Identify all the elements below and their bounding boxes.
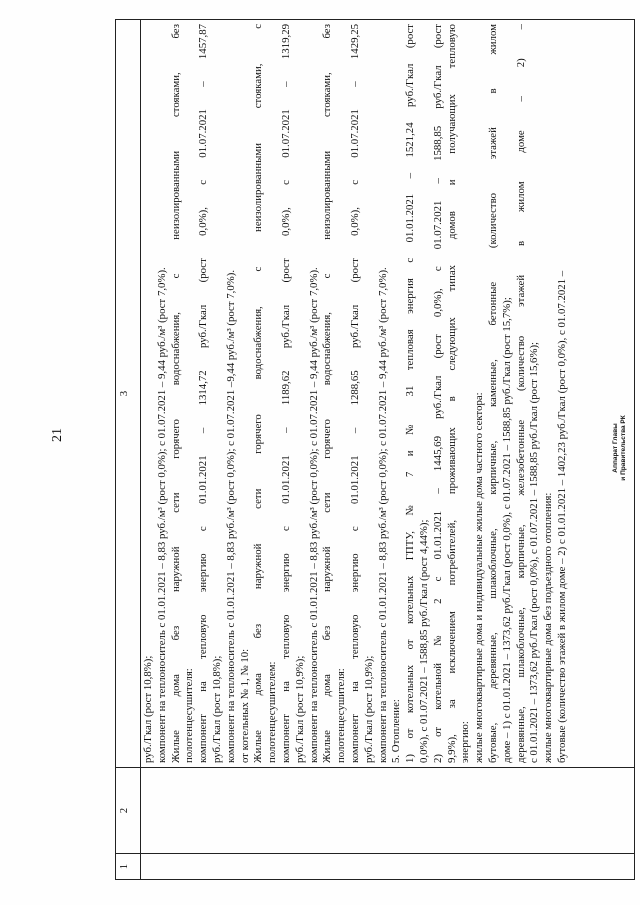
text-line: полотенцесушителя: — [183, 668, 196, 763]
text-line: энергию: — [459, 721, 472, 763]
text-line: компонент на теплоноситель с 01.01.2021 – 8,83 руб./м³ (рост 0,0%); с 01.07.2021 –9,44 руб./м³ (рост 7,0%). — [224, 269, 237, 763]
text-line: компонент на тепловую энергию с 01.01.2021 – 1189,62 руб./Гкал (рост 0,0%), с 01.07.2021 – 1319,29 — [279, 24, 292, 763]
text-line: руб./Гкал (рост 10,9%); — [362, 655, 375, 763]
text-line: руб./Гкал (рост 10,9%); — [293, 655, 306, 763]
text-line: 9,9%), за исключением потребителей, проживающих в следующих типах домов и получающих тепловую — [445, 24, 458, 763]
stamp-line: и Правительства РК — [620, 415, 627, 481]
text-line: полотенцесушителем: — [266, 661, 279, 763]
text-line: компонент на тепловую энергию с 01.01.2021 – 1288,65 руб./Гкал (рост 0,0%), с 01.07.2021 – 1429,25 — [348, 24, 361, 763]
text-line: полотенцесушителя: — [335, 668, 348, 763]
tariff-table — [115, 19, 635, 880]
text-line: компонент на теплоноситель с 01.01.2021 – 8,83 руб./м³ (рост 0,0%); с 01.07.2021 – 9,44 руб./м³ (рост 7,0%). — [155, 267, 168, 763]
header-col-1: 1 — [116, 854, 141, 880]
stamp-line: Аппарат Главы — [612, 423, 619, 473]
text-line: руб./Гкал (рост 10,8%); — [210, 655, 223, 763]
text-line: жилые многоквартирные дома без подъездного отопления: — [542, 492, 555, 763]
table-row — [141, 20, 635, 880]
text-line: бутовые, деревянные, шлакоблочные, кирпичные, каменные, бетонные (количество этажей в жилом — [486, 24, 499, 763]
text-line: Жилые дома без наружной сети горячего водоснабжения, с неизолированными стояками, без — [169, 24, 182, 763]
text-line: Жилые дома без наружной сети горячего водоснабжения, с неизолированными стояками, с — [252, 24, 265, 763]
cell-col-3 — [141, 20, 635, 768]
text-line: компонент на теплоноситель с 01.01.2021 – 8,83 руб./м³ (рост 0,0%); с 01.07.2021 – 9,44 руб./м³ (рост 7,0%). — [307, 267, 320, 763]
text-line: компонент на теплоноситель с 01.01.2021 – 8,83 руб./м³ (рост 0,0%); с 01.07.2021 – 9,44 руб./м³ (рост 7,0%). — [376, 267, 389, 763]
cell-col-1 — [141, 854, 635, 880]
header-col-2: 2 — [116, 768, 141, 854]
text-line: деревянные, шлакоблочные, кирпичные, железобетонные (количество этажей в жилом доме – 2) – — [514, 24, 527, 763]
cell-col-2 — [141, 768, 635, 854]
text-line: с 01.01.2021 – 1373,62 руб./Гкал (рост 0,0%), с 01.07.2021 – 1588,85 руб./Гкал (рост 15,6%); — [528, 341, 541, 763]
rotated-table — [115, 20, 635, 880]
official-stamp — [612, 393, 628, 503]
text-line: 1) от котельных от котельных ГПТУ, № 7 и № 31 тепловая энергия с 01.01.2021 – 1521,24 руб./Гкал (рост — [404, 24, 417, 763]
table-wrapper — [115, 20, 635, 880]
page-number: 21 — [50, 428, 65, 442]
header-col-3: 3 — [116, 20, 141, 768]
text-line: Жилые дома без наружной сети горячего водоснабжения, с неизолированными стояками, без — [321, 24, 334, 763]
text-line: компонент на тепловую энергию с 01.01.2021 – 1314,72 руб./Гкал (рост 0,0%), с 01.07.2021 – 1457,87 — [197, 24, 210, 763]
text-line: доме – 1) с 01.01.2021 – 1373,62 руб./Гкал (рост 0,0%), с 01.07.2021 – 1588,85 руб./Гкал (рост 15,7%); — [500, 297, 513, 763]
table-header-row — [116, 20, 141, 880]
text-line: жилые многоквартирные дома и индивидуальные жилые дома частного сектора: — [473, 392, 486, 763]
text-line: 2) от котельной № 2 с 01.01.2021 – 1445,69 руб./Гкал (рост 0,0%), с 01.07.2021 – 1588,85 руб./Гкал (рост — [431, 24, 444, 763]
text-line: руб./Гкал (рост 10,8%); — [142, 655, 154, 763]
text-line: 0,0%), с 01.07.2021 – 1588,85 руб./Гкал (рост 4,44%); — [417, 519, 430, 763]
text-line: от котельных № 1, № 10: — [238, 648, 251, 763]
text-line: 5. Отопление: — [390, 699, 403, 763]
text-line: бутовые (количество этажей в жилом доме – 2) с 01.01.2021 – 1402,23 руб./Гкал (рост 0,0%), с 01.07.2021 – — [555, 270, 568, 763]
